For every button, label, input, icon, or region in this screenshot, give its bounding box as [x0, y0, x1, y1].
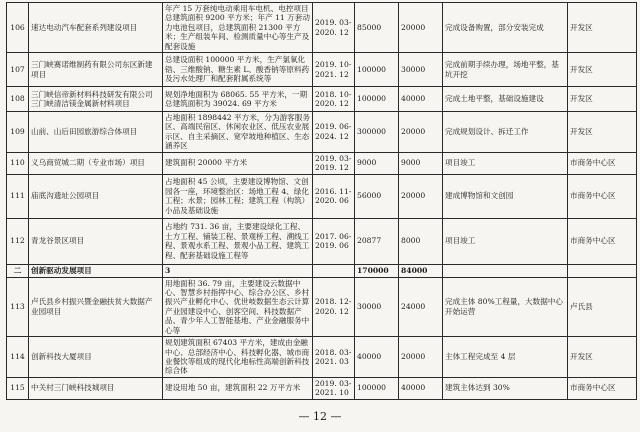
project-content-cell: 建筑面积 20000 平方米 — [163, 152, 313, 174]
table-row — [7, 87, 637, 112]
project-content-cell: 占地面积 45 公顷，主要建设博物馆、文创园各一座，环境整治区：场地工程 4、绿化工程；水景；园林工程；建筑工程（构筑）小品及基础设施 — [163, 174, 313, 218]
total-investment-cell: 100000 — [355, 87, 399, 112]
annual-investment-cell: 9000 — [399, 152, 443, 174]
row-index-cell: 106 — [7, 3, 29, 53]
annual-progress-cell: 项目竣工 — [443, 152, 568, 174]
construction-period-cell: 2019. 10-2021. 12 — [313, 53, 355, 87]
responsible-unit-cell: 市商务中心区 — [568, 218, 637, 264]
project-content-cell: 规划净地面积为 68065. 55 平方米，一期总建筑面积为 39024. 69 平方米 — [163, 87, 313, 112]
page-number: — 12 — — [298, 410, 342, 423]
total-investment-cell: 100000 — [355, 377, 399, 399]
table-row — [7, 218, 637, 264]
project-name-cell: 三门峡信帝新材料科技研发有限公司三门峡清洁镁金属新材料项目 — [29, 87, 163, 112]
construction-period-cell: 2017. 06-2019. 06 — [313, 218, 355, 264]
project-name-cell: 山前、山后田园旅游综合体项目 — [29, 112, 163, 153]
project-name-cell: 三门峡赛诺维制药有限公司东区新建项目 — [29, 53, 163, 87]
annual-investment-cell: 84000 — [399, 264, 443, 277]
project-content-cell: 规划建筑面积 67403 平方米，建成由金融中心、总部经济中心、科技孵化器、城市商业餐饮等组成的现代化地标性高端创新科技综合体 — [163, 337, 313, 378]
project-name-cell: 中关村三门峡科技城项目 — [29, 377, 163, 399]
total-investment-cell: 170000 — [355, 264, 399, 277]
responsible-unit-cell: 开发区 — [568, 112, 637, 153]
row-index-cell: 111 — [7, 174, 29, 218]
project-content-cell: 用地面积 36. 79 亩，主要建设云数据中心、智慧乡村指挥中心、综合办公区、乡村振兴产业孵化中心、优世岐数据生态云计算产业园建设中心、创客空间、科技数据产品、青少年人工智能基地、产业金融服务中心等 — [163, 277, 313, 336]
project-content-cell: 占地约 731. 36 亩，主要建设绿化工程、土方工程、铺装工程、景观桥工程、溯线工程、景观水系工程、景观小品工程、建筑工程、配套基础设施工程等 — [163, 218, 313, 264]
construction-period-cell: 2019. 06-2024. 12 — [313, 112, 355, 153]
section-row — [7, 264, 637, 277]
annual-investment-cell: 24000 — [399, 277, 443, 336]
total-investment-cell: 300000 — [355, 112, 399, 153]
project-name-cell: 义乌商贸城二期（专业市场）项目 — [29, 152, 163, 174]
total-investment-cell: 20877 — [355, 218, 399, 264]
responsible-unit-cell: 卢氏县 — [568, 277, 637, 336]
table-body — [7, 3, 637, 400]
row-index-cell: 114 — [7, 337, 29, 378]
annual-progress-cell: 完成规划设计、拆迁工作 — [443, 112, 568, 153]
responsible-unit-cell: 开发区 — [568, 3, 637, 53]
table-row — [7, 277, 637, 336]
responsible-unit-cell — [568, 264, 637, 277]
annual-progress-cell: 建成博物馆和文创园 — [443, 174, 568, 218]
annual-progress-cell: 完成主体 80%工程量，大数据中心开始运营 — [443, 277, 568, 336]
project-table — [6, 2, 637, 400]
total-investment-cell: 9000 — [355, 152, 399, 174]
total-investment-cell: 100000 — [355, 53, 399, 87]
row-index-cell: 二 — [7, 264, 29, 277]
row-index-cell: 109 — [7, 112, 29, 153]
project-name-cell: 创新科技大厦项目 — [29, 337, 163, 378]
total-investment-cell: 85000 — [355, 3, 399, 53]
construction-period-cell: 2016. 11-2020. 06 — [313, 174, 355, 218]
table-row — [7, 337, 637, 378]
row-index-cell: 107 — [7, 53, 29, 87]
construction-period-cell: 2019. 03-2020. 12 — [313, 3, 355, 53]
responsible-unit-cell: 市商务中心区 — [568, 152, 637, 174]
total-investment-cell: 56000 — [355, 174, 399, 218]
table-row — [7, 112, 637, 153]
responsible-unit-cell: 开发区 — [568, 337, 637, 378]
table-row — [7, 53, 637, 87]
annual-investment-cell: 20000 — [399, 337, 443, 378]
annual-investment-cell: 20000 — [399, 112, 443, 153]
annual-progress-cell: 项目竣工 — [443, 218, 568, 264]
responsible-unit-cell: 开发区 — [568, 87, 637, 112]
responsible-unit-cell: 市商务中心区 — [568, 377, 637, 399]
annual-investment-cell: 20000 — [399, 174, 443, 218]
project-name-cell: 创新驱动发展项目 — [29, 264, 163, 277]
annual-progress-cell: 建筑主体达到 30% — [443, 377, 568, 399]
annual-investment-cell: 40000 — [399, 87, 443, 112]
annual-investment-cell: 30000 — [399, 53, 443, 87]
construction-period-cell: 2019. 03-2019. 12 — [313, 152, 355, 174]
annual-investment-cell: 20000 — [399, 3, 443, 53]
table-row — [7, 3, 637, 53]
annual-progress-cell — [443, 264, 568, 277]
construction-period-cell — [313, 264, 355, 277]
construction-period-cell: 2018. 10-2020. 12 — [313, 87, 355, 112]
annual-progress-cell: 主体工程完成至 4 层 — [443, 337, 568, 378]
project-content-cell: 建设用地 50 亩，建筑面积 22 万平方米 — [163, 377, 313, 399]
project-name-cell: 青龙谷景区项目 — [29, 218, 163, 264]
table-row — [7, 174, 637, 218]
annual-investment-cell: 40000 — [399, 377, 443, 399]
project-content-cell: 占地面积 1898442 平方米，分为游客服务区、高端民宿区、休闲农业区、低压农业展示区、自主采摘区、宽窄坡地种植区、生态涵养区 — [163, 112, 313, 153]
project-name-cell: 速达电动汽车配套系列建设项目 — [29, 3, 163, 53]
row-index-cell: 112 — [7, 218, 29, 264]
project-content-cell: 总建设面积 100000 平方米，生产氯氧化锆、三维酸钠、糖生素 L、酸香钠等原料药及污水处理厂和配套附属系统等 — [163, 53, 313, 87]
row-index-cell: 110 — [7, 152, 29, 174]
table-row — [7, 152, 637, 174]
total-investment-cell: 40000 — [355, 337, 399, 378]
construction-period-cell: 2019. 03-2021. 10 — [313, 377, 355, 399]
row-index-cell: 115 — [7, 377, 29, 399]
row-index-cell: 108 — [7, 87, 29, 112]
project-name-cell: 庙底沟遗址公园项目 — [29, 174, 163, 218]
responsible-unit-cell: 市商务中心区 — [568, 174, 637, 218]
annual-progress-cell: 完成设备购置，部分安装完成 — [443, 3, 568, 53]
annual-progress-cell: 完成前期手续办理，场地平整，基坑开挖 — [443, 53, 568, 87]
project-content-cell: 年产 15 万套纯电动乘用车电机、电控项目总建筑面积 9200 平方米；年产 11 万套动力电池包项目，总建筑面积 21300 平方米；生产组装车间、检测质量中心等生产及配套设施 — [163, 3, 313, 53]
responsible-unit-cell: 开发区 — [568, 53, 637, 87]
row-index-cell: 113 — [7, 277, 29, 336]
project-name-cell: 卢氏县乡村振兴暨金融扶贫大数据产业园项目 — [29, 277, 163, 336]
construction-period-cell: 2018. 03-2021. 03 — [313, 337, 355, 378]
annual-investment-cell: 8000 — [399, 218, 443, 264]
annual-progress-cell: 完成土地平整，基础设施建设 — [443, 87, 568, 112]
table-row — [7, 377, 637, 399]
total-investment-cell: 30000 — [355, 277, 399, 336]
project-content-cell: 3 — [163, 264, 313, 277]
construction-period-cell: 2018. 12-2020. 12 — [313, 277, 355, 336]
